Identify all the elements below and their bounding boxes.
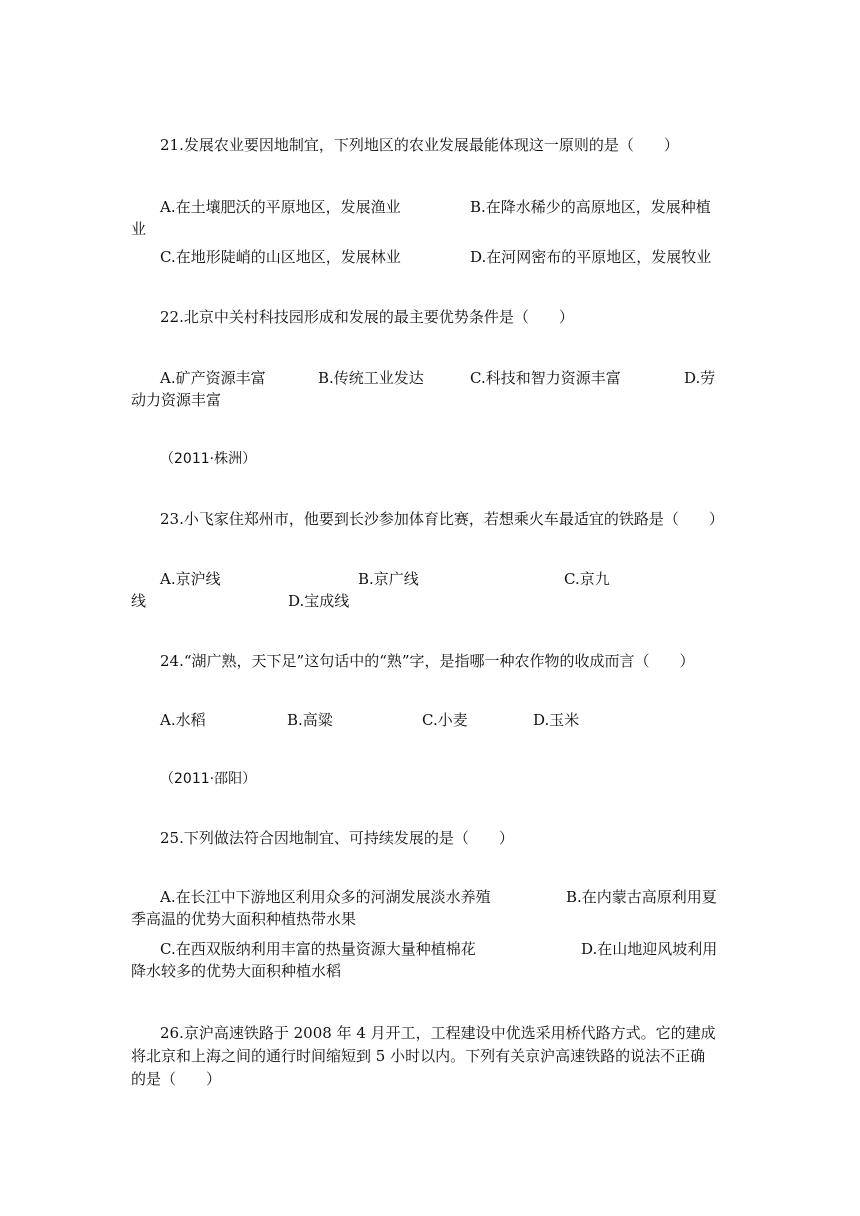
question-22-stem: 22.北京中关村科技园形成和发展的最主要优势条件是（ ） — [160, 308, 574, 326]
question-21-option-d: D.在河网密布的平原地区，发展牧业 — [470, 248, 712, 266]
source-label-shaoyang: （2011·邵阳） — [160, 771, 257, 787]
source-label-zhuzhou: （2011·株洲） — [160, 451, 257, 467]
question-26-stem-line-3: 的是（ ） — [131, 1070, 222, 1088]
question-22-option-d: D.劳 — [684, 369, 716, 387]
question-21-stem: 21.发展农业要因地制宜，下列地区的农业发展最能体现这一原则的是（ ） — [160, 136, 679, 154]
question-26-stem-line-2: 将北京和上海之间的通行时间缩短到 5 小时以内。下列有关京沪高速铁路的说法不正确 — [131, 1047, 706, 1065]
question-22-option-d-continued: 动力资源丰富 — [131, 391, 222, 409]
question-23-option-b: B.京广线 — [358, 570, 419, 588]
question-24-option-a: A.水稻 — [160, 711, 206, 729]
question-24-option-b: B.高粱 — [287, 711, 333, 729]
question-23-option-d: D.宝成线 — [288, 592, 350, 610]
question-26-stem-line-1: 26.京沪高速铁路于 2008 年 4 月开工，工程建设中优选采用桥代路方式。它的建成 — [160, 1024, 716, 1042]
question-22-option-c: C.科技和智力资源丰富 — [470, 369, 621, 387]
question-23-stem: 23.小飞家住郑州市，他要到长沙参加体育比赛，若想乘火车最适宜的铁路是（ ） — [160, 510, 724, 528]
question-23-option-c-continued: 线 — [131, 592, 147, 610]
question-23-option-c: C.京九 — [564, 570, 610, 588]
question-21-option-c: C.在地形陡峭的山区地区，发展林业 — [160, 248, 401, 266]
question-21-option-b-continued: 业 — [131, 220, 147, 238]
question-25-option-b: B.在内蒙古高原利用夏 — [566, 888, 717, 906]
question-25-option-a: A.在长江中下游地区利用众多的河湖发展淡水养殖 — [160, 888, 491, 906]
question-25-stem: 25.下列做法符合因地制宜、可持续发展的是（ ） — [160, 829, 514, 847]
question-21-option-b: B.在降水稀少的高原地区，发展种植 — [470, 198, 711, 216]
question-24-option-c: C.小麦 — [422, 711, 468, 729]
question-25-option-d: D.在山地迎风坡利用 — [581, 940, 718, 958]
question-25-option-c: C.在西双版纳利用丰富的热量资源大量种植棉花 — [160, 940, 476, 958]
question-24-option-d: D.玉米 — [533, 711, 580, 729]
question-22-option-a: A.矿产资源丰富 — [160, 369, 266, 387]
question-25-option-d-continued: 降水较多的优势大面积种植水稻 — [131, 962, 342, 980]
question-25-option-b-continued: 季高温的优势大面积种植热带水果 — [131, 910, 357, 928]
question-24-stem: 24.“湖广熟，天下足”这句话中的“熟”字，是指哪一种农作物的收成而言（ ） — [160, 652, 695, 670]
question-22-option-b: B.传统工业发达 — [318, 369, 424, 387]
question-23-option-a: A.京沪线 — [160, 570, 221, 588]
question-21-option-a: A.在土壤肥沃的平原地区，发展渔业 — [160, 198, 401, 216]
